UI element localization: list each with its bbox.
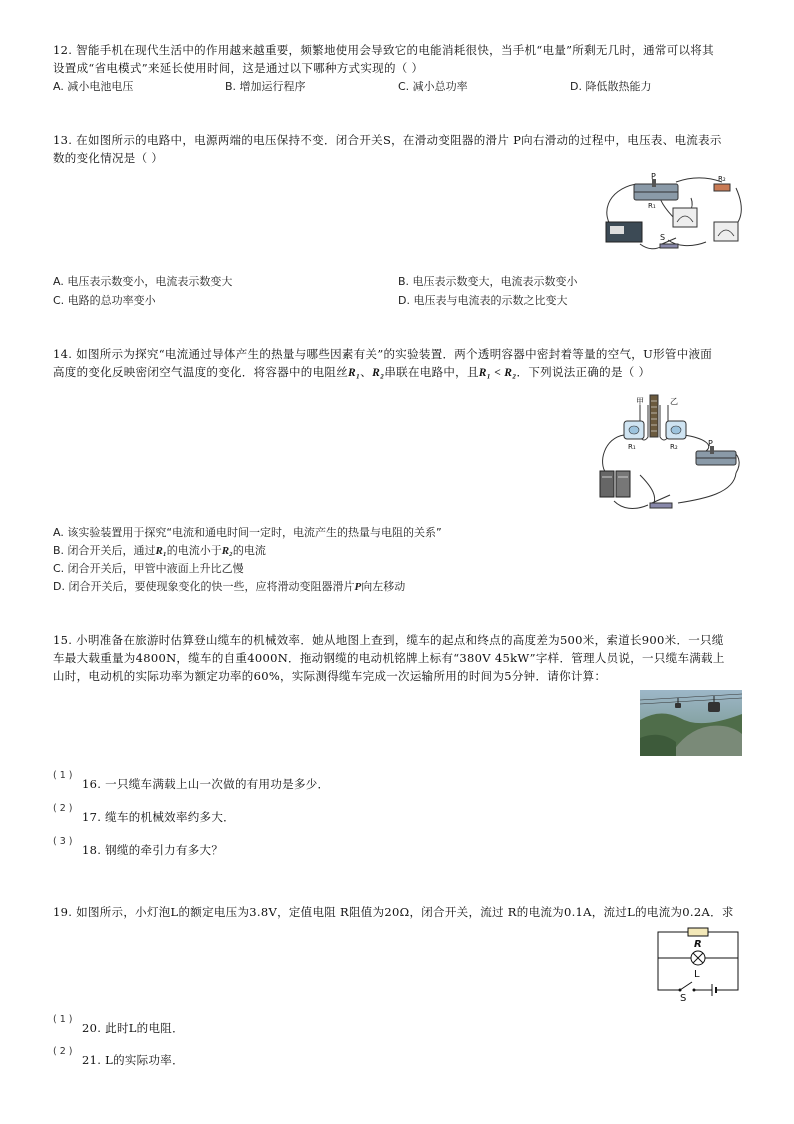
- lamp-icon: [691, 951, 705, 965]
- q19-sub1-text: 20. 此时L的电阻．: [82, 1021, 184, 1035]
- q13-circuit-figure: [596, 170, 746, 254]
- cable-car-photo: [640, 690, 742, 756]
- q14-fig-yi: 乙: [670, 397, 678, 406]
- q15-line1: 15. 小明准备在旅游时估算登山缆车的机械效率．她从地图上查到，缆车的起点和终点的高度差为500米，索道长900米．一只缆: [53, 633, 724, 647]
- q15-sub1-num: ( 1 ): [53, 770, 73, 781]
- q12-option-d: D. 降低散热能力: [570, 80, 652, 93]
- q13-option-b: B. 电压表示数变大，电流表示数变小: [398, 275, 578, 288]
- q13-option-a: A. 电压表示数变小，电流表示数变大: [53, 275, 233, 288]
- container-a-icon: [624, 421, 644, 439]
- q15-sub2-text: 17. 缆车的机械效率约多大．: [82, 810, 235, 824]
- q13-fig-r2: R₂: [718, 175, 726, 183]
- q13-line1: 13. 在如图所示的电路中，电源两端的电压保持不变．闭合开关S，在滑动变阻器的滑片 P向右滑动的过程中，电压表、电流表示: [53, 133, 722, 147]
- q15-line3: 山时，电动机的实际功率为额定功率的60%，实际测得缆车完成一次运输所用的时间为5分钟．请你计算：: [53, 669, 607, 683]
- q14-apparatus-figure: [594, 393, 744, 521]
- q14-fig-p: P: [708, 439, 713, 448]
- q13-option-d: D. 电压表与电流表的示数之比变大: [398, 294, 568, 307]
- q14-option-c: C. 闭合开关后，甲管中液面上升比乙慢: [53, 562, 244, 575]
- resistor-r2-icon: [714, 184, 730, 191]
- q19-sub1-num: ( 1 ): [53, 1014, 73, 1025]
- q19-fig-l: L: [694, 969, 700, 980]
- q15-sub3-num: ( 3 ): [53, 836, 73, 847]
- q19-sub2-text: 21. L的实际功率．: [82, 1053, 184, 1067]
- q15-sub3-text: 18. 钢缆的牵引力有多大？: [82, 843, 224, 857]
- power-supply-icon: [606, 222, 642, 242]
- q15-sub2-num: ( 2 ): [53, 803, 73, 814]
- ammeter-icon: [714, 222, 738, 241]
- q19-circuit-figure: [650, 924, 746, 1002]
- q12-option-c: C. 减小总功率: [398, 80, 468, 93]
- rheostat-icon: [634, 179, 678, 200]
- q13-fig-s: S: [660, 233, 666, 242]
- voltmeter-icon: [673, 208, 697, 227]
- resistor-r-icon: [688, 928, 708, 936]
- q15-sub1-text: 16. 一只缆车满载上山一次做的有用功是多少．: [82, 777, 330, 791]
- container-b-icon: [666, 421, 686, 439]
- q14-line2: 高度的变化反映密闭空气温度的变化．将容器中的电阻丝R₁、R₂串联在电路中，且R₁ < R₂．下列说法正确的是（ ）: [53, 365, 651, 379]
- q14-fig-jia: 甲: [636, 397, 644, 406]
- q12-line2: 设置成“省电模式”来延长使用时间，这是通过以下哪种方式实现的（ ）: [53, 61, 424, 75]
- q19-fig-s: S: [680, 993, 687, 1002]
- q13-option-c: C. 电路的总功率变小: [53, 294, 156, 307]
- q19-sub2-num: ( 2 ): [53, 1046, 73, 1057]
- q19-fig-r: R: [694, 939, 702, 950]
- q13-fig-r1: R₁: [648, 202, 656, 210]
- q14-option-d: D. 闭合开关后，要使现象变化的快一些，应将滑动变阻器滑片P向左移动: [53, 580, 406, 593]
- q14-fig-r2: R₂: [670, 443, 678, 451]
- q14-option-b: B. 闭合开关后，通过R₁的电流小于R₂的电流: [53, 544, 266, 557]
- q12-option-a: A. 减小电池电压: [53, 80, 134, 93]
- q13-fig-p: P: [651, 172, 656, 181]
- switch-icon: [650, 495, 672, 508]
- q13-line2: 数的变化情况是（ ）: [53, 151, 164, 165]
- q14-line1: 14. 如图所示为探究“电流通过导体产生的热量与哪些因素有关”的实验装置．两个透明容器中密封着等量的空气，U形管中液面: [53, 347, 713, 361]
- q12-option-b: B. 增加运行程序: [225, 80, 306, 93]
- q19-line1: 19. 如图所示，小灯泡L的额定电压为3.8V，定值电阻 R阻值为20Ω，闭合开关，流过 R的电流为0.1A，流过L的电流为0.2A．求: [53, 905, 734, 919]
- q14-fig-r1: R₁: [628, 443, 636, 451]
- q12-line1: 12. 智能手机在现代生活中的作用越来越重要，频繁地使用会导致它的电能消耗很快，当手机“电量”所剩无几时，通常可以将其: [53, 43, 714, 57]
- q14-option-a: A. 该实验装置用于探究“电流和通电时间一定时，电流产生的热量与电阻的关系”: [53, 526, 442, 539]
- rheostat-icon: [696, 446, 736, 465]
- q15-line2: 车最大载重量为4800N，缆车的自重4000N．拖动钢缆的电动机铭牌上标有“380V 45kW”字样．管理人员说，一只缆车满载上: [53, 651, 725, 665]
- scale-ruler-icon: [650, 395, 658, 437]
- battery-icon: [600, 471, 630, 497]
